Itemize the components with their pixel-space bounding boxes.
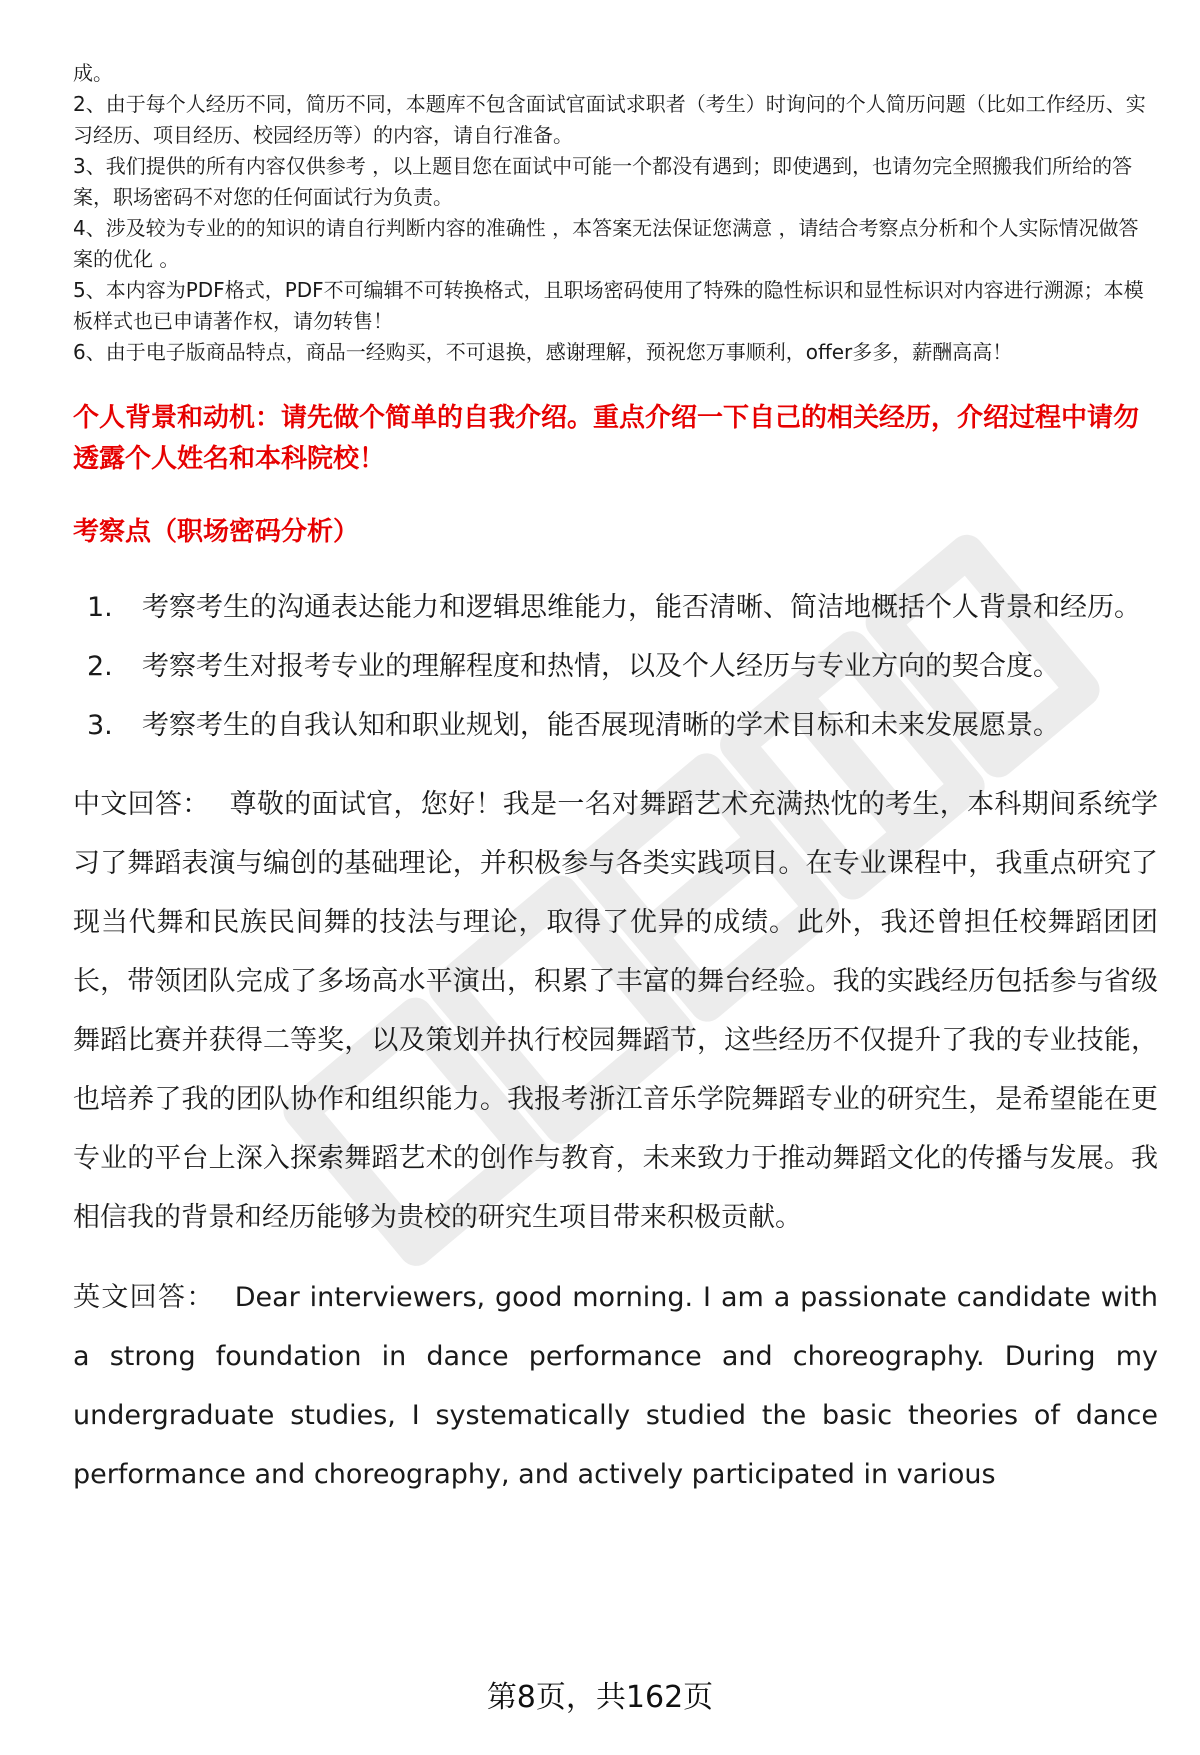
- chinese-answer-text: 尊敬的面试官，您好！我是一名对舞蹈艺术充满热忱的考生，本科期间系统学习了舞蹈表演与编创的基础理论，并积极参与各类实践项目。在专业课程中，我重点研究了现当代舞和民族民间舞的技法与理论，取得了优异的成绩。此外，我还曾担任校舞蹈团团长，带领团队完成了多场高水平演出，积累了丰富的舞台经验。我的实践经历包括参与省级舞蹈比赛并获得二等奖，以及策划并执行校园舞蹈节，这些经历不仅提升了我的专业技能，也培养了我的团队协作和组织能力。我报考浙江音乐学院舞蹈专业的研究生，是希望能在更专业的平台上深入探索舞蹈艺术的创作与教育，未来致力于推动舞蹈文化的传播与发展。我相信我的背景和经历能够为贵校的研究生项目带来积极贡献。: [73, 789, 1159, 1233]
- note-line: 成。: [73, 61, 113, 85]
- notes-section: [73, 58, 1158, 368]
- note-line: 4、涉及较为专业的的知识的请自行判断内容的准确性 ，本答案无法保证您满意 ，请结合考察点分析和个人实际情况做答案的优化 。: [73, 216, 1139, 271]
- english-answer-label: 英文回答：: [73, 1282, 215, 1313]
- list-item-text: 考察考生的自我认知和职业规划，能否展现清晰的学术目标和未来发展愿景。: [142, 710, 1060, 741]
- english-answer: [73, 1268, 1158, 1504]
- list-item-text: 考察考生的沟通表达能力和逻辑思维能力，能否清晰、简洁地概括个人背景和经历。: [142, 592, 1141, 623]
- page-content: [73, 58, 1158, 1504]
- list-item: [87, 578, 1158, 637]
- english-answer-text: Dear interviewers, good morning. I am a passionate candidate with a strong foundation in dance performance and choreography. During my undergraduate studies, I systematically studied the basic theories of dance performance and choreography, and actively participated in various: [73, 1282, 1159, 1490]
- note-line: 6、由于电子版商品特点，商品一经购买，不可退换，感谢理解，预祝您万事顺利，offer多多，薪酬高高！: [73, 340, 1013, 364]
- list-item-number: 3.: [87, 710, 113, 741]
- note-line: 3、我们提供的所有内容仅供参考 ，以上题目您在面试中可能一个都没有遇到；即使遇到，也请勿完全照搬我们所给的答案，职场密码不对您的任何面试行为负责。: [73, 154, 1133, 209]
- chinese-answer-label: 中文回答：: [73, 789, 210, 820]
- analysis-heading: 考察点（职场密码分析）: [73, 517, 360, 547]
- page-footer: 第8页，共162页: [486, 1680, 714, 1715]
- list-item: [87, 696, 1158, 755]
- list-item-text: 考察考生对报考专业的理解程度和热情，以及个人经历与专业方向的契合度。: [142, 651, 1060, 682]
- question-heading: 个人背景和动机：请先做个简单的自我介绍。重点介绍一下自己的相关经历，介绍过程中请勿透露个人姓名和本科院校！: [73, 403, 1140, 474]
- list-item-number: 1.: [87, 592, 113, 623]
- note-line: 2、由于每个人经历不同，简历不同，本题库不包含面试官面试求职者（考生）时询问的个人简历问题（比如工作经历、实习经历、项目经历、校园经历等）的内容，请自行准备。: [73, 92, 1146, 147]
- note-line: 5、本内容为PDF格式，PDF不可编辑不可转换格式，且职场密码使用了特殊的隐性标识和显性标识对内容进行溯源；本模板样式也已申请著作权，请勿转售！: [73, 278, 1144, 333]
- analysis-points-list: [73, 578, 1158, 755]
- list-item-number: 2.: [87, 651, 113, 682]
- list-item: [87, 637, 1158, 696]
- chinese-answer: [73, 775, 1158, 1247]
